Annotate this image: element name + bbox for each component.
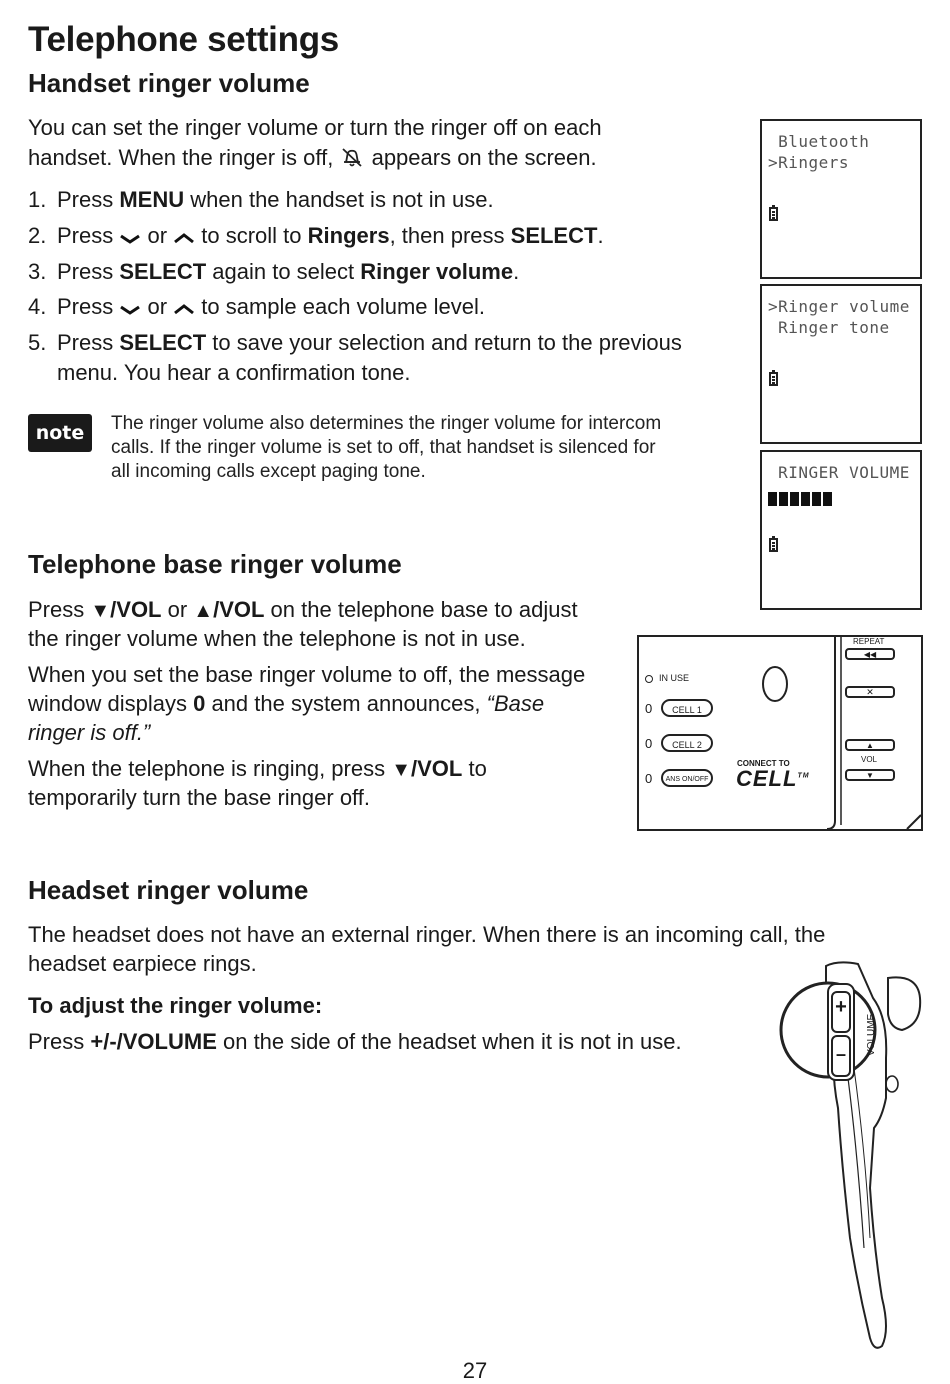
base-key: /VOL xyxy=(213,597,265,622)
step-number: 2. xyxy=(28,223,47,248)
handset-screen-1 xyxy=(760,119,922,279)
cell1-button[interactable]: CELL 1 xyxy=(661,699,713,717)
ans-light: 0 xyxy=(645,771,653,786)
page-title: Telephone settings xyxy=(28,20,339,59)
step-key: MENU xyxy=(119,187,185,212)
step-text: to sample each volume level. xyxy=(195,294,485,319)
step-text: or xyxy=(141,294,174,319)
step-number: 3. xyxy=(28,259,47,284)
down-triangle-icon: ▼ xyxy=(391,759,412,781)
base-quote: “Base xyxy=(486,691,545,716)
base-key: /VOL xyxy=(411,756,463,781)
handset-intro-line2 xyxy=(28,143,597,173)
note-line: all incoming calls except paging tone. xyxy=(111,461,426,482)
base-p1-line2: the ringer volume when the telephone is not in use. xyxy=(28,626,526,651)
volume-level-block xyxy=(812,492,821,506)
step-key: Ringers xyxy=(307,223,390,248)
intro-text-a: handset. When the ringer is off, xyxy=(28,145,334,170)
plus-icon: + xyxy=(835,996,847,1018)
base-text: window displays xyxy=(28,691,194,716)
answering-machine-button[interactable]: ANS ON/OFF xyxy=(661,769,713,787)
delete-button[interactable] xyxy=(845,686,895,698)
handset-screen-2 xyxy=(760,284,922,444)
down-triangle-icon: ▼ xyxy=(866,771,874,780)
base-p3 xyxy=(28,754,487,785)
down-triangle-icon: ▼ xyxy=(90,600,111,622)
battery-icon xyxy=(769,207,778,221)
step-text: , then press xyxy=(389,223,511,248)
base-key: 0 xyxy=(193,691,206,716)
step-text: when the handset is not in use. xyxy=(184,187,494,212)
handset-screen-3 xyxy=(760,450,922,610)
step-key: Ringer volume xyxy=(360,259,514,284)
cell2-button[interactable]: CELL 2 xyxy=(661,734,713,752)
screen-line: RINGER VOLUME xyxy=(768,463,910,482)
screen-line: >Ringers xyxy=(768,153,850,172)
headset-text: Press xyxy=(28,1029,91,1054)
cell-logo-text: CELL xyxy=(736,766,798,791)
screen-line: Ringer tone xyxy=(768,318,890,337)
step-text: Press xyxy=(57,187,120,212)
volume-level-block xyxy=(801,492,810,506)
base-text: Press xyxy=(28,597,91,622)
base-panel-illustration xyxy=(637,635,924,831)
volume-level-block xyxy=(768,492,777,506)
cell-logo xyxy=(736,766,810,792)
step-number: 4. xyxy=(28,294,47,319)
repeat-button[interactable] xyxy=(845,648,895,660)
up-triangle-icon: ▲ xyxy=(866,741,874,750)
in-use-light xyxy=(645,675,653,683)
base-panel-outline xyxy=(637,635,924,831)
minus-icon: – xyxy=(835,1044,846,1064)
note-line: calls. If the ringer volume is set to off, that handset is silenced for xyxy=(111,437,656,458)
volume-level-bar xyxy=(768,492,832,506)
up-triangle-icon: ▲ xyxy=(193,600,214,622)
base-heading: Telephone base ringer volume xyxy=(28,549,402,579)
step-text: . xyxy=(597,223,604,248)
chevron-up-icon xyxy=(173,232,195,246)
screen-line: >Ringer volume xyxy=(768,297,910,316)
handset-intro-line1: You can set the ringer volume or turn the ringer off on each xyxy=(28,115,602,140)
volume-down-button[interactable] xyxy=(845,769,895,781)
step-1 xyxy=(28,185,494,215)
headset-heading: Headset ringer volume xyxy=(28,875,309,905)
step-key: SELECT xyxy=(119,330,207,355)
base-p2-line1: When you set the base ringer volume to off, the message xyxy=(28,662,586,687)
volume-level-block xyxy=(790,492,799,506)
step-5 xyxy=(28,328,682,388)
step-text: . xyxy=(513,259,520,284)
handset-heading: Handset ringer volume xyxy=(28,68,310,98)
repeat-label: REPEAT xyxy=(853,637,885,646)
step-number: 1. xyxy=(28,187,47,212)
in-use-label: IN USE xyxy=(659,673,690,683)
volume-level-block xyxy=(823,492,832,506)
step-2 xyxy=(28,221,604,251)
step-text: to save your selection and return to the previous xyxy=(206,330,682,355)
step-text: again to select xyxy=(206,259,361,284)
step-text: to scroll to xyxy=(195,223,308,248)
chevron-down-icon xyxy=(119,303,141,317)
volume-up-button[interactable] xyxy=(845,739,895,751)
base-p3-line2: temporarily turn the base ringer off. xyxy=(28,785,370,810)
step-text: Press xyxy=(57,223,120,248)
headset-p1-line2: headset earpiece rings. xyxy=(28,951,257,976)
step-text: Press xyxy=(57,330,120,355)
step-3 xyxy=(28,257,520,287)
close-icon: ✕ xyxy=(866,687,874,697)
cell1-light: 0 xyxy=(645,701,653,716)
headset-p2 xyxy=(28,1027,682,1057)
base-p2-line2 xyxy=(28,689,544,719)
headset-text: on the side of the headset when it is not in use. xyxy=(216,1029,682,1054)
step-number: 5. xyxy=(28,330,47,355)
intro-text-b: appears on the screen. xyxy=(371,145,597,170)
note-line: The ringer volume also determines the ringer volume for intercom xyxy=(111,413,662,434)
base-p2-line3: ringer is off.” xyxy=(28,720,151,745)
base-key: /VOL xyxy=(110,597,162,622)
headset-p1-line1: The headset does not have an external ringer. When there is an incoming call, the xyxy=(28,922,826,947)
cell2-light: 0 xyxy=(645,736,653,751)
vol-label: VOL xyxy=(861,755,878,764)
base-text: to xyxy=(462,756,487,781)
battery-icon xyxy=(769,372,778,386)
volume-level-block xyxy=(779,492,788,506)
headset-illustration xyxy=(778,958,938,1353)
base-p1 xyxy=(28,595,578,626)
battery-icon xyxy=(769,538,778,552)
headset-key: +/-/VOLUME xyxy=(90,1029,217,1054)
note-text xyxy=(111,412,751,484)
chevron-down-icon xyxy=(119,232,141,246)
note-badge: note xyxy=(28,414,92,452)
chevron-up-icon xyxy=(173,303,195,317)
base-text: on the telephone base to adjust xyxy=(264,597,578,622)
headset-drawing xyxy=(778,958,938,1353)
page-number: 27 xyxy=(462,1358,488,1383)
step-text: menu. You hear a confirmation tone. xyxy=(57,360,411,385)
step-4 xyxy=(28,292,485,322)
step-text: or xyxy=(141,223,174,248)
step-text: Press xyxy=(57,259,120,284)
base-text: or xyxy=(161,597,194,622)
connect-to-label: CONNECT TO xyxy=(737,759,790,768)
rewind-icon: ◀◀ xyxy=(863,650,877,659)
step-key: SELECT xyxy=(510,223,598,248)
trademark: TM xyxy=(797,772,810,780)
step-key: SELECT xyxy=(119,259,207,284)
bell-off-icon xyxy=(339,146,365,168)
screen-line: Bluetooth xyxy=(768,132,870,151)
headset-subheading: To adjust the ringer volume: xyxy=(28,993,323,1018)
base-text: When the telephone is ringing, press xyxy=(28,756,392,781)
volume-side-label: VOLUME xyxy=(866,1013,877,1056)
step-text: Press xyxy=(57,294,120,319)
base-text: and the system announces, xyxy=(205,691,487,716)
